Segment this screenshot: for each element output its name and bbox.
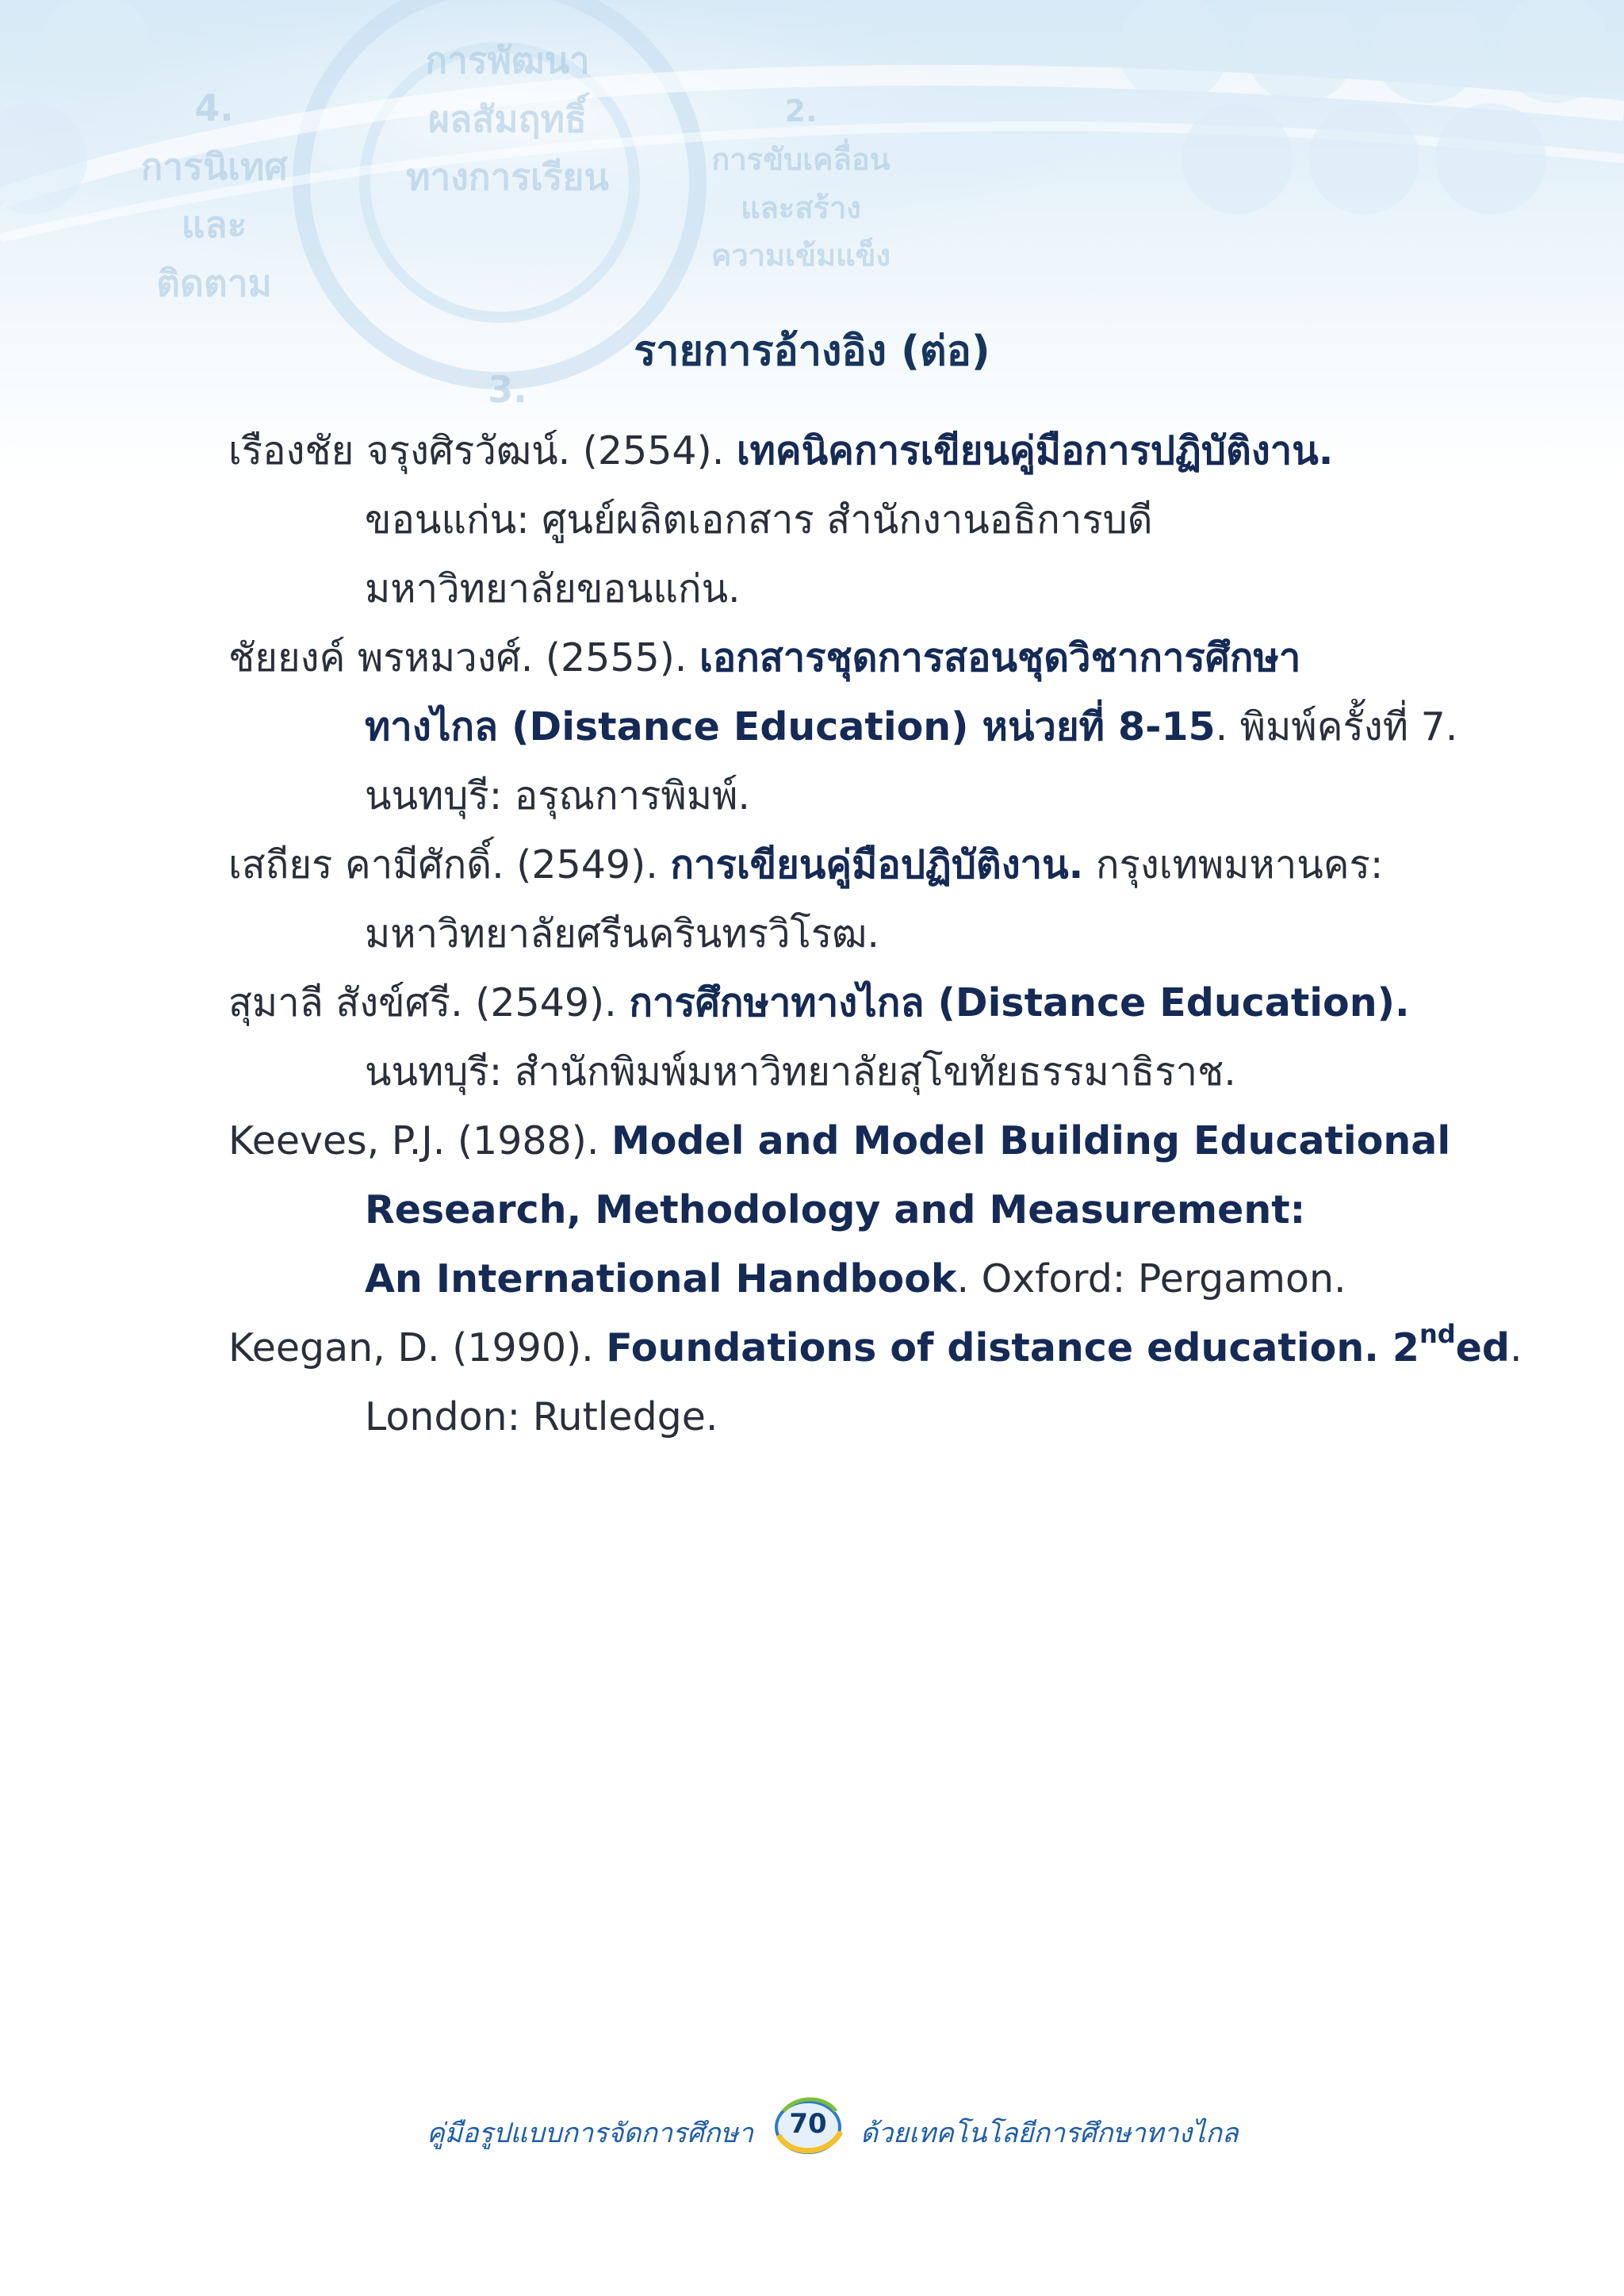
reference-continuation-line: มหาวิทยาลัยศรีนครินทรวิโรฒ.	[365, 911, 880, 956]
reference-line	[228, 1244, 1418, 1313]
reference-text-segment: Keegan, D. (1990).	[228, 1325, 607, 1370]
watermark-center-text: การพัฒนา ผลสัมฤทธิ์ ทางการเรียน	[406, 39, 609, 199]
watermark-right-text: 2. การขับเคลื่อน และสร้าง ความเข้มแข็ง	[710, 94, 891, 274]
reference-text-segment: Keeves, P.J. (1988).	[228, 1118, 611, 1163]
reference-text-segment: . พิมพ์ครั้งที่ 7.	[1215, 704, 1458, 749]
reference-text-segment: สุมาลี สังข์ศรี. (2549).	[228, 980, 630, 1025]
watermark-left-text: 4. การนิเทศ และ ติดตาม	[140, 86, 288, 305]
reference-entry	[228, 623, 1458, 830]
reference-continuation-line: ขอนแก่น: ศูนย์ผลิตเอกสาร สำนักงานอธิการบดี	[365, 497, 1153, 542]
reference-title-segment: ทางไกล (Distance Education) หน่วยที่ 8-15	[365, 704, 1216, 749]
reference-text-segment: กรุงเทพมหานคร:	[1083, 842, 1384, 887]
reference-continuation-line: นนทบุรี: สำนักพิมพ์มหาวิทยาลัยสุโขทัยธรรมาธิราช.	[365, 1049, 1236, 1094]
reference-text-segment: เรืองชัย จรุงศิรวัฒน์. (2554).	[228, 428, 737, 473]
reference-title-segment: เอกสารชุดการสอนชุดวิชาการศึกษา	[699, 635, 1301, 680]
footer-left-text: คู่มือรูปแบบการจัดการศึกษา	[426, 2118, 753, 2149]
reference-line	[228, 1175, 1418, 1244]
reference-list	[228, 416, 1522, 1451]
reference-line	[228, 692, 1458, 761]
reference-text-segment: .	[1509, 1325, 1522, 1370]
reference-text-segment: เสถียร คามีศักดิ์. (2549).	[228, 842, 671, 887]
reference-continuation-line: มหาวิทยาลัยขอนแก่น.	[365, 566, 741, 611]
reference-line	[228, 830, 1418, 899]
reference-entry	[228, 968, 1418, 1106]
reference-line	[228, 416, 1418, 485]
reference-text-segment: ชัยยงค์ พรหมวงศ์. (2555).	[228, 635, 699, 680]
reference-title-segment: Model and Model Building Educational	[611, 1118, 1451, 1163]
reference-entry	[228, 1313, 1522, 1451]
reference-continuation-line: London: Rutledge.	[365, 1394, 718, 1439]
reference-continuation-line: นนทบุรี: อรุณการพิมพ์.	[365, 773, 750, 818]
reference-line	[228, 623, 1418, 692]
reference-title-segment: nd	[1419, 1318, 1456, 1349]
footer-right-text: ด้วยเทคโนโลยีการศึกษาทางไกล	[860, 2118, 1239, 2149]
reference-title-segment: การเขียนคู่มือปฏิบัติงาน.	[670, 842, 1084, 887]
reference-title-segment: Foundations of distance education. 2	[606, 1325, 1419, 1370]
watermark-bottom-text: 3.	[488, 368, 527, 411]
reference-text-segment: . Oxford: Pergamon.	[956, 1256, 1346, 1301]
reference-line	[228, 1106, 1451, 1175]
reference-line	[228, 968, 1418, 1037]
reference-title-segment: An International Handbook	[365, 1256, 957, 1301]
page-number: 70	[789, 2108, 827, 2140]
reference-entry	[228, 416, 1418, 623]
reference-entry	[228, 830, 1418, 968]
reference-title-segment: การศึกษาทางไกล (Distance Education).	[629, 980, 1410, 1025]
reference-entry	[228, 1106, 1451, 1313]
reference-line	[228, 1313, 1522, 1382]
reference-title-segment: ed	[1455, 1325, 1510, 1370]
reference-title-segment: เทคนิคการเขียนคู่มือการปฏิบัติงาน.	[736, 428, 1334, 473]
page-footer	[0, 2094, 1624, 2157]
page-title: รายการอ้างอิง (ต่อ)	[634, 328, 990, 375]
reference-title-segment: Research, Methodology and Measurement:	[365, 1187, 1306, 1232]
